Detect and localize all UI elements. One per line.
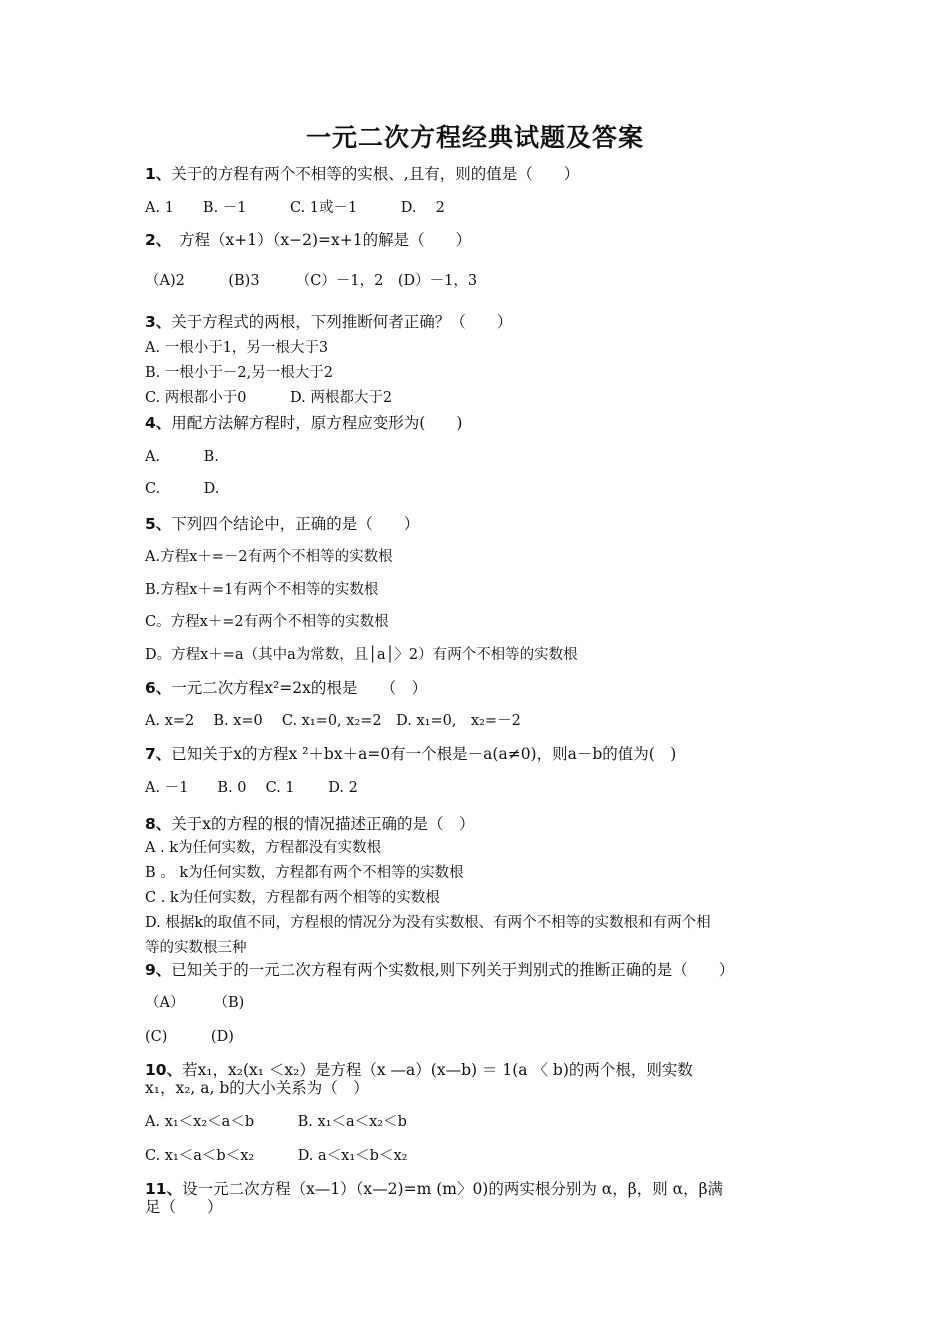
- question-4: [145, 413, 462, 433]
- question-number: 4、: [145, 414, 172, 432]
- question-8-option-a: A . k为任何实数，方程都没有实数根: [145, 840, 382, 856]
- question-text: 一元二次方程x²=2x的根是 （ ）: [171, 679, 428, 697]
- question-number: 11、: [145, 1180, 183, 1198]
- question-11: [145, 1179, 723, 1199]
- question-number: 5、: [145, 515, 172, 533]
- question-number: 7、: [145, 745, 172, 763]
- question-5-option-b: B.方程x＋=1有两个不相等的实数根: [145, 582, 379, 598]
- question-10-options-cd: C. x₁＜a＜b＜x₂ D. a＜x₁＜b＜x₂: [145, 1148, 408, 1164]
- question-4-options-cd: C. D.: [145, 481, 220, 497]
- question-number: 8、: [145, 815, 172, 833]
- question-8: [145, 814, 475, 834]
- question-number: 3、: [145, 313, 172, 331]
- question-8-option-c: C . k为任何实数，方程都有两个相等的实数根: [145, 890, 440, 906]
- question-7: [145, 744, 676, 764]
- question-5-option-c: C。方程x＋=2有两个不相等的实数根: [145, 614, 389, 630]
- question-11-cont: 足（ ）: [145, 1198, 223, 1216]
- question-5-option-a: A.方程x＋=－2有两个不相等的实数根: [145, 549, 393, 565]
- question-text: 方程（x+1）（x−2)=x+1的解是（ ）: [163, 231, 472, 249]
- question-8-option-d: D. 根据k的取值不同，方程根的情况分为没有实数根、有两个不相等的实数根和有两个相: [145, 915, 711, 931]
- question-6: [145, 678, 427, 698]
- question-4-options-ab: A. B.: [145, 449, 219, 465]
- question-10-cont: x₁，x₂, a, b的大小关系为（ ）: [145, 1079, 369, 1097]
- question-2: [145, 230, 471, 250]
- question-6-options: A. x=2 B. x=0 C. x₁=0, x₂=2 D. x₁=0, x₂=－2: [145, 713, 521, 729]
- document-title: 一元二次方程经典试题及答案: [305, 123, 644, 152]
- question-text: 关于的方程有两个不相等的实根、,且有，则的值是（ ）: [171, 165, 580, 183]
- question-9-options-ab: （A） （B): [145, 995, 245, 1011]
- question-text: 关于方程式的两根，下列推断何者正确？（ ）: [171, 313, 513, 331]
- question-5-option-d: D。方程x＋=a（其中a为常数，且│a│〉2）有两个不相等的实数根: [145, 647, 578, 663]
- question-text: 已知关于x的方程x ²＋bx＋a=0有一个根是－a(a≠0)，则a－b的值为( ): [171, 745, 677, 763]
- question-number: 9、: [145, 961, 172, 979]
- question-3-option-cd: C. 两根都小于0 D. 两根都大于2: [145, 390, 393, 406]
- question-text: 已知关于的一元二次方程有两个实数根,则下列关于判别式的推断正确的是（ ）: [171, 961, 735, 979]
- question-8-option-d-cont: 等的实数根三种: [145, 940, 247, 956]
- question-text: 下列四个结论中，正确的是（ ）: [171, 515, 420, 533]
- question-3: [145, 312, 512, 332]
- question-number: 6、: [145, 679, 172, 697]
- question-5: [145, 514, 419, 534]
- question-text: 关于x的方程的根的情况描述正确的是（ ）: [171, 815, 475, 833]
- question-number: 10、: [145, 1061, 183, 1079]
- question-9-options-cd: (C) (D): [145, 1029, 234, 1045]
- question-1-options: A. 1 B. －1 C. 1或－1 D. 2: [145, 200, 445, 216]
- question-number: 1、: [145, 165, 172, 183]
- question-text: 用配方法解方程时，原方程应变形为( ): [171, 414, 463, 432]
- question-number: 2、: [145, 231, 164, 249]
- question-10: [145, 1060, 693, 1080]
- question-3-option-a: A. 一根小于1，另一根大于3: [145, 340, 329, 356]
- question-text: 设一元二次方程（x—1）（x—2)=m (m〉0)的两实根分别为 α，β，则 α，β满: [182, 1180, 724, 1198]
- question-text: 若x₁，x₂(x₁ ＜x₂）是方程（x —a）(x—b) ＝ 1(a 〈 b)的两个根，则实数: [182, 1061, 693, 1079]
- question-9: [145, 960, 734, 980]
- question-7-options: A. －1 B. 0 C. 1 D. 2: [145, 780, 358, 796]
- question-10-options-ab: A. x₁＜x₂＜a＜b B. x₁＜a＜x₂＜b: [145, 1114, 407, 1130]
- question-1: [145, 164, 579, 184]
- question-3-option-b: B. 一根小于－2,另一根大于2: [145, 365, 333, 381]
- question-8-option-b: B 。 k为任何实数，方程都有两个不相等的实数根: [145, 865, 464, 881]
- question-2-options: （A)2 (B)3 （C）－1，2 (D）－1，3: [145, 273, 478, 289]
